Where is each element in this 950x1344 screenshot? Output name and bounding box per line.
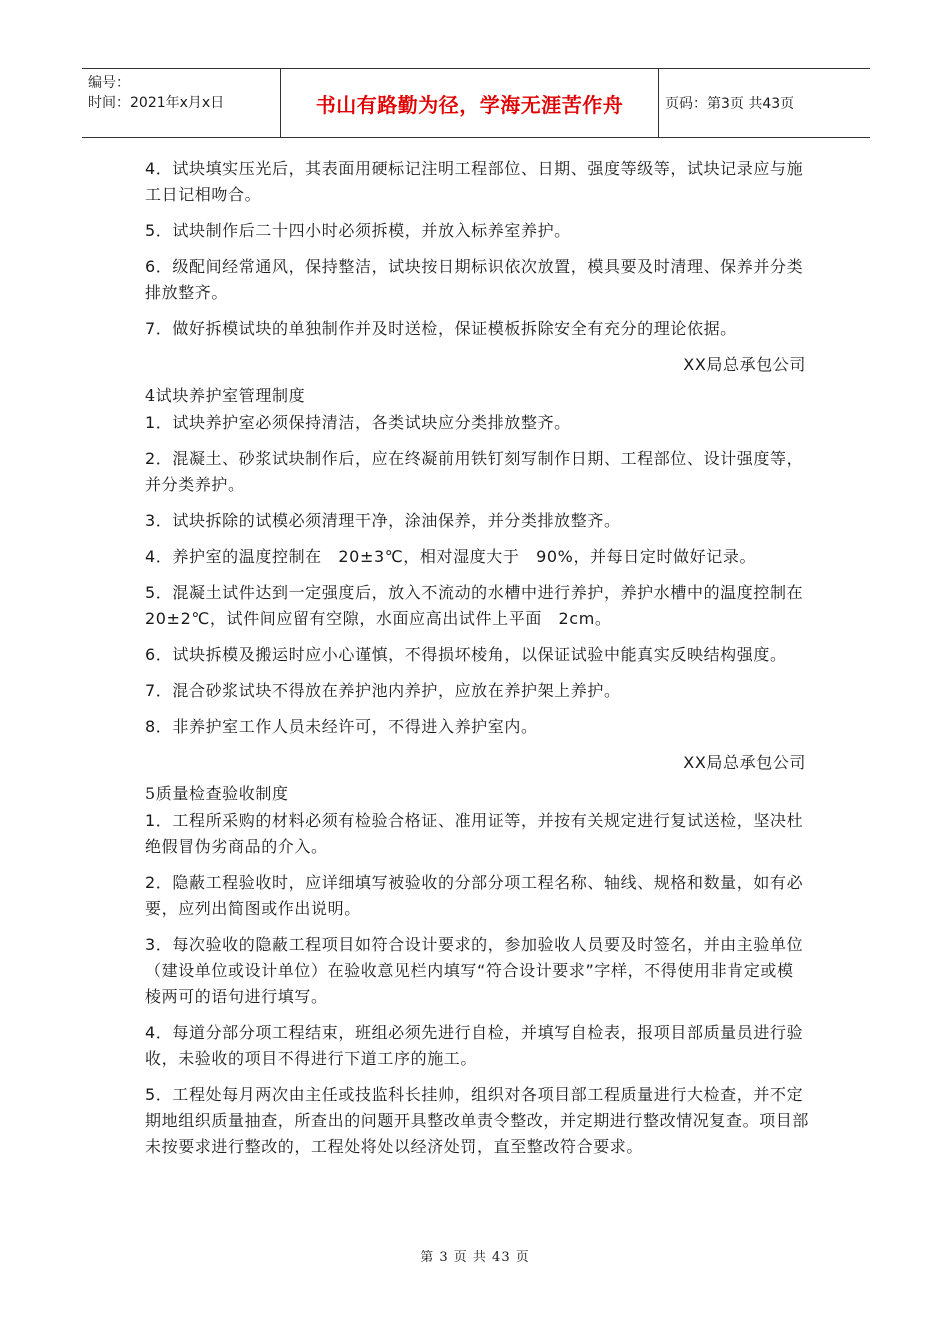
list-item: 5．试块制作后二十四小时必须拆模，并放入标养室养护。: [145, 221, 571, 240]
page-header: [82, 68, 870, 138]
signature: XX局总承包公司: [683, 753, 806, 772]
number-label: 编号：: [88, 75, 130, 91]
header-page-label: 页码：第3页 共43页: [665, 96, 795, 112]
list-item: 2．隐蔽工程验收时，应详细填写被验收的分部分项工程名称、轴线、规格和数量，如有必要，应列出简图或作出说明。: [145, 873, 804, 918]
section-4: [145, 384, 820, 776]
list-item: 1．试块养护室必须保持清洁，各类试块应分类排放整齐。: [145, 413, 571, 432]
list-item: 7．做好拆模试块的单独制作并及时送检，保证模板拆除安全有充分的理论依据。: [145, 319, 737, 338]
list-item: 1．工程所采购的材料必须有检验合格证、准用证等，并按有关规定进行复试送检，坚决杜绝假冒伪劣商品的介入。: [145, 811, 804, 856]
list-item: 4．试块填实压光后，其表面用硬标记注明工程部位、日期、强度等级等，试块记录应与施工日记相吻合。: [145, 159, 804, 204]
list-item: 4．每道分部分项工程结束，班组必须先进行自检，并填写自检表，报项目部质量员进行验收，未验收的项目不得进行下道工序的施工。: [145, 1023, 804, 1068]
page-footer: 第 3 页 共 43 页: [420, 1250, 530, 1265]
section-title: 4试块养护室管理制度: [145, 386, 306, 405]
list-item: 3．试块拆除的试模必须清理干净，涂油保养，并分类排放整齐。: [145, 511, 621, 530]
signature: XX局总承包公司: [683, 355, 806, 374]
list-item: 8．非养护室工作人员未经许可，不得进入养护室内。: [145, 717, 538, 736]
header-meta: [82, 69, 281, 137]
section-title: 5质量检查验收制度: [145, 784, 289, 803]
list-item: 6．试块拆模及搬运时应小心谨慎，不得损坏棱角，以保证试验中能真实反映结构强度。: [145, 645, 787, 664]
header-motto: 书山有路勤为径，学海无涯苦作舟: [281, 69, 659, 137]
section-5: [145, 782, 810, 1160]
section-prev: [145, 156, 810, 378]
list-item: 5．工程处每月两次由主任或技监科长挂帅，组织对各项目部工程质量进行大检查，并不定期地组织质量抽查，所查出的问题开具整改单责令整改，并定期进行整改情况复查。项目部未按要求进行整改的，工程处将处以经济处罚，直至整改符合要求。: [145, 1085, 810, 1156]
list-item: 7．混合砂浆试块不得放在养护池内养护，应放在养护架上养护。: [145, 681, 621, 700]
document-body: [145, 156, 820, 1170]
list-item: 6．级配间经常通风，保持整洁，试块按日期标识依次放置，模具要及时清理、保养并分类排放整齐。: [145, 257, 804, 302]
list-item: 4．养护室的温度控制在 20±3℃，相对湿度大于 90%，并每日定时做好记录。: [145, 547, 757, 566]
list-item: 3．每次验收的隐蔽工程项目如符合设计要求的，参加验收人员要及时签名，并由主验单位（建设单位或设计单位）在验收意见栏内填写“符合设计要求”字样，不得使用非肯定或模棱两可的语句进行填写。: [145, 935, 804, 1006]
date-label: 时间：2021年x月x日: [88, 95, 225, 111]
list-item: 5．混凝土试件达到一定强度后，放入不流动的水槽中进行养护，养护水槽中的温度控制在 20±2℃，试件间应留有空隙，水面应高出试件上平面 2cm。: [145, 583, 820, 628]
list-item: 2．混凝土、砂浆试块制作后，应在终凝前用铁钉刻写制作日期、工程部位、设计强度等，并分类养护。: [145, 449, 804, 494]
